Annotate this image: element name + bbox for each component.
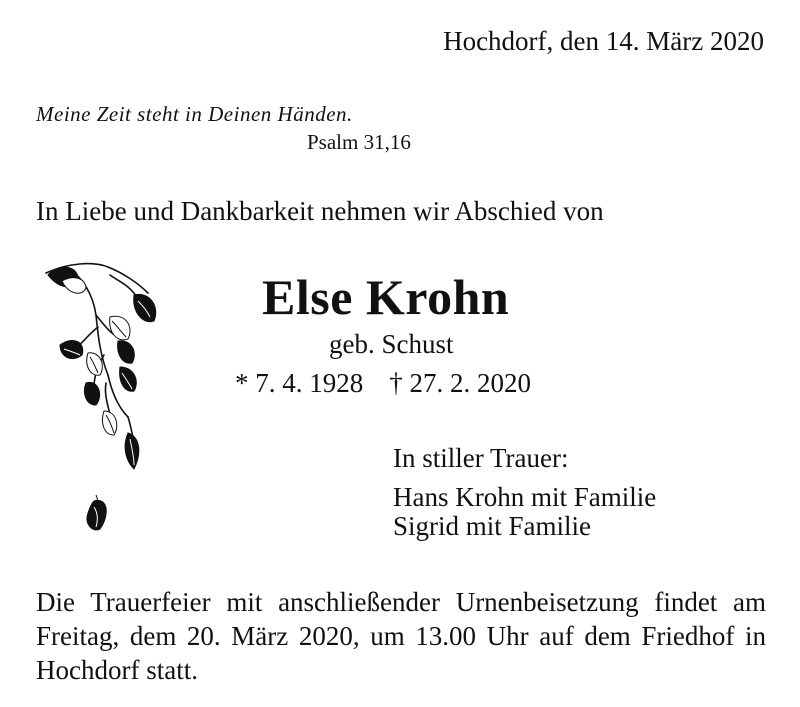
bible-quote: Meine Zeit steht in Deinen Händen. bbox=[36, 102, 353, 126]
death-date: † 27. 2. 2020 bbox=[389, 368, 531, 398]
life-dates bbox=[235, 368, 531, 399]
deceased-name: Else Krohn bbox=[262, 269, 510, 325]
quote-reference: Psalm 31,16 bbox=[307, 130, 411, 154]
maiden-name: geb. Schust bbox=[329, 329, 454, 359]
place-date: Hochdorf, den 14. März 2020 bbox=[443, 26, 764, 56]
birch-branch-icon bbox=[38, 255, 168, 555]
mourner-name: Sigrid mit Familie bbox=[393, 511, 592, 541]
birth-date: * 7. 4. 1928 bbox=[235, 368, 364, 398]
funeral-announcement: Die Trauerfeier mit anschließender Urnenbeisetzung findet am Freitag, dem 20. März 2020, um 13.00 Uhr auf dem Friedhof in Hochdorf statt. bbox=[36, 587, 766, 685]
intro-text: In Liebe und Dankbarkeit nehmen wir Abschied von bbox=[36, 196, 604, 226]
mourners-heading: In stiller Trauer: bbox=[393, 443, 569, 473]
mourner-name: Hans Krohn mit Familie bbox=[393, 482, 657, 512]
